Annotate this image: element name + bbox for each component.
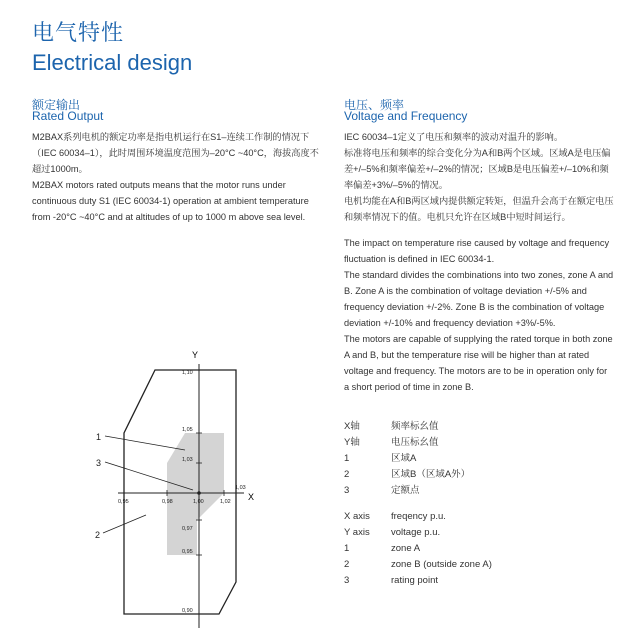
legend-key: 1	[344, 543, 350, 554]
y-tick-label: 1,10	[182, 370, 193, 376]
legend-row	[344, 541, 634, 557]
legend-key: Y轴	[344, 437, 360, 448]
legend-value: voltage p.u.	[391, 527, 441, 538]
y-axis-label: Y	[192, 350, 199, 360]
legend-row	[344, 509, 634, 525]
legend-row	[344, 483, 634, 499]
legend-key: 2	[344, 469, 350, 480]
callout-line-1	[105, 436, 185, 450]
voltage-heading-en: Voltage and Frequency	[344, 109, 468, 123]
legend-row	[344, 573, 634, 589]
legend-row	[344, 435, 634, 451]
zone-a-area	[167, 433, 224, 555]
page-title-cn: 电气特性	[32, 20, 125, 45]
legend-row	[344, 467, 634, 483]
legend-key: 3	[344, 575, 350, 586]
legend-value: 定额点	[391, 485, 420, 496]
legend-key: X axis	[344, 511, 370, 522]
rating-point	[197, 491, 201, 495]
rated-paragraph-en: M2BAX motors rated outputs means that the motor runs under continuous duty S1 (IEC 60034-1) operation at ambient temperature from -20°C ~40°C and at altitudes of up to 1000 m above sea level.	[32, 180, 309, 222]
x-tick-label: 0,95	[118, 499, 129, 505]
rated-body	[32, 129, 320, 225]
voltage-paragraph: IEC 60034–1定义了电压和频率的波动对温升的影响。	[344, 132, 564, 142]
rated-heading-en: Rated Output	[32, 109, 104, 123]
x-tick-label: 0,98	[162, 499, 173, 505]
x-axis-label: X	[248, 492, 255, 502]
voltage-paragraph: 标准将电压和频率的综合变化分为A和B两个区域。区域A是电压偏差+/–5%和频率偏差+/–2%的情况；区域B是电压偏差+/–10%和频率偏差+3%/–5%的情况。	[344, 148, 611, 190]
callout-label: 1	[96, 432, 102, 442]
legend-value: zone B (outside zone A)	[391, 559, 492, 570]
callout-label: 2	[95, 530, 101, 540]
voltage-body	[344, 129, 614, 395]
legend-key: X轴	[344, 421, 360, 432]
callout-label: 3	[96, 458, 102, 468]
voltage-paragraph: 电机均能在A和B两区域内提供额定转矩，但温升会高于在额定电压和频率情况下的值。电机只允许在区域B中短时间运行。	[344, 196, 614, 222]
voltage-paragraph: The motors are capable of supplying the rated torque in both zone A and B, but the temperature rise will be higher than at rated voltage and frequency. The motors are to be in operation only for a short period of time in zone B.	[344, 334, 613, 392]
legend-row	[344, 557, 634, 573]
legend-row	[344, 419, 634, 435]
legend-key: 3	[344, 485, 350, 496]
legend-value: zone A	[391, 543, 421, 554]
legend-cn	[344, 419, 634, 499]
legend-en	[344, 509, 634, 589]
legend-value: freqency p.u.	[391, 511, 446, 522]
y-tick-label: 1,05	[182, 427, 193, 433]
x-tick-label: 1,02	[220, 499, 231, 505]
legend-key: 2	[344, 559, 350, 570]
legend-value: 频率标幺值	[391, 421, 439, 432]
zone-diagram	[0, 340, 330, 638]
legend-row	[344, 525, 634, 541]
x-tick-label: 1,03	[235, 485, 246, 491]
voltage-paragraph: The standard divides the combinations into two zones, zone A and B. Zone A is the combination of voltage deviation +/-5% and frequency deviation +/-2%. Zone B is the combination of voltage deviation +/-10% and frequency deviation +3%/-5%.	[344, 270, 614, 328]
legend-value: 区域A	[391, 453, 417, 464]
y-tick-label: 1,03	[182, 457, 193, 463]
legend-value: rating point	[391, 575, 439, 586]
legend-key: Y axis	[344, 527, 370, 538]
legend-value: 区域B（区域A外）	[391, 469, 471, 480]
page-title-en: Electrical design	[32, 50, 193, 75]
rated-heading-cn: 额定输出	[32, 98, 81, 112]
y-tick-label: 0,90	[182, 608, 193, 614]
rated-paragraph-cn: M2BAX系列电机的额定功率是指电机运行在S1–连续工作制的情况下（IEC 60034–1），此时周围环境温度范围为–20°C ~40°C，海拔高度不超过1000m。	[32, 132, 319, 174]
legend-row	[344, 451, 634, 467]
legend-key: 1	[344, 453, 350, 464]
x-tick-label: 1,00	[193, 499, 204, 505]
voltage-heading-cn: 电压、频率	[344, 98, 405, 112]
y-tick-label: 0,95	[182, 549, 193, 555]
legend-value: 电压标幺值	[391, 437, 439, 448]
y-tick-label: 0,97	[182, 526, 193, 532]
voltage-paragraph: The impact on temperature rise caused by voltage and frequency fluctuation is defined in IEC 60034-1.	[344, 238, 610, 264]
